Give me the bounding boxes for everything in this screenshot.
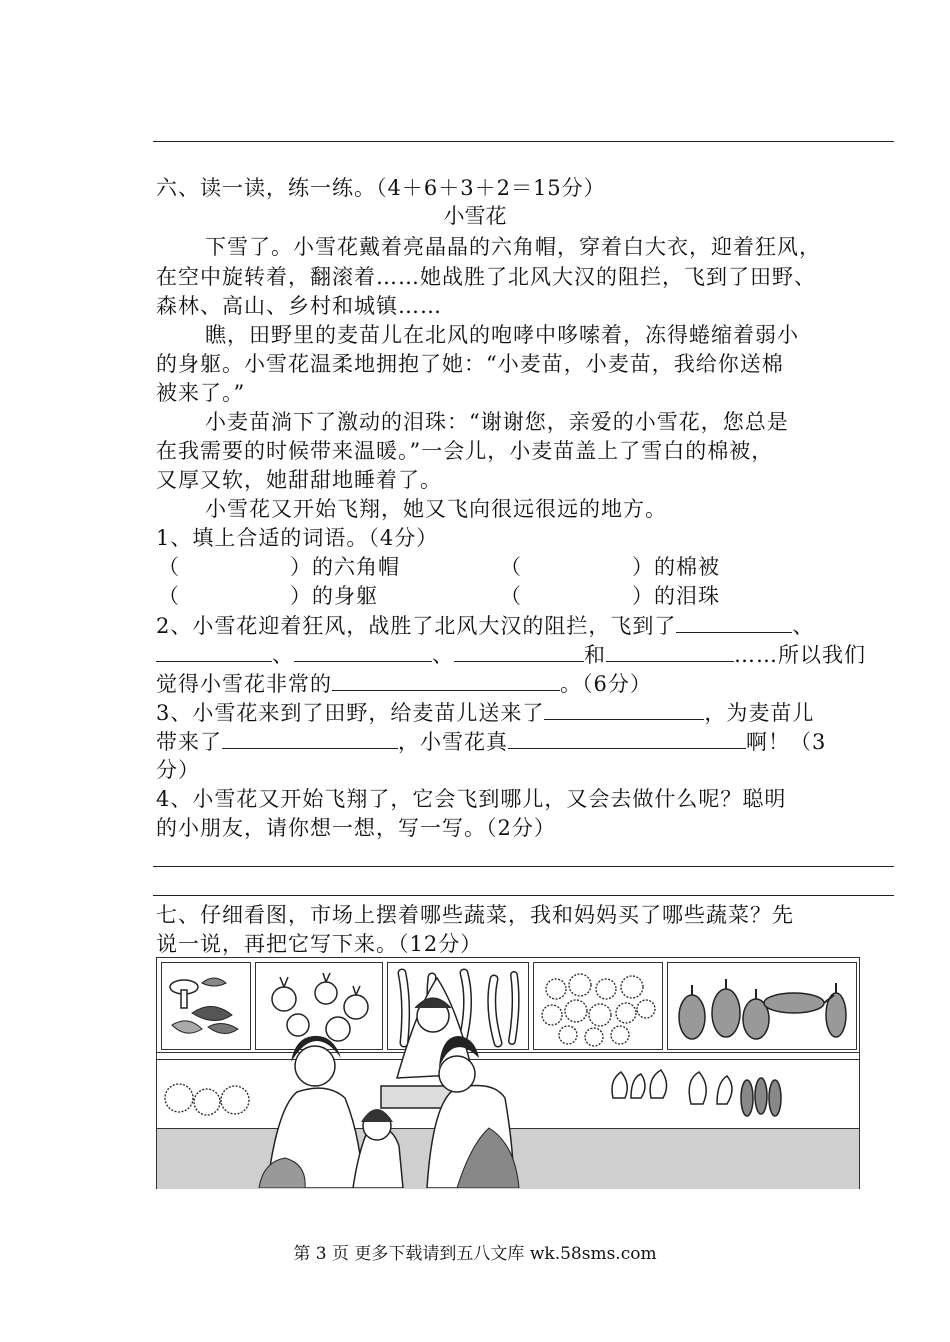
q2-blank-2 [156,639,272,662]
page-footer: 第 3 页 更多下载请到五八文库 wk.58sms.com [293,1244,657,1264]
q2-line3 [156,668,652,699]
q4-line2: 的小朋友，请你想一想，写一写。（2分） [156,816,556,840]
q2-text-b: 觉得小雪花非常的 [156,672,332,696]
para3-line2: 在我需要的时候带来温暖。”一会儿，小麦苗盖上了雪白的棉被， [156,439,774,463]
q2-comma-3: 、 [432,643,454,667]
q1-blank-hat: （ ）的六角帽 [158,555,400,579]
q3-text-d: ，小雪花真 [398,730,508,754]
q2-so: ……所以我们 [734,643,866,667]
q1-blank-tears: （ ）的泪珠 [500,584,720,608]
para2-line3: 被来了。” [156,381,246,405]
para2-line2: 的身躯。小雪花温柔地拥抱了她：“小麦苗，小麦苗，我给你送棉 [156,352,784,376]
section7-heading-line2: 说一说，再把它写下来。（12分） [156,932,483,956]
market-scene-icon [157,958,859,1188]
q3-line1 [156,697,814,728]
para1-line2: 在空中旋转着，翻滚着……她战胜了北风大汉的阻拦，飞到了田野、 [156,265,816,289]
para1-line3: 森林、高山、乡村和城镇…… [156,294,442,318]
q2-blank-1 [676,610,792,633]
q2-blank-4 [454,639,584,662]
story-title: 小雪花 [443,204,507,228]
q3-blank-2 [222,726,398,749]
q2-comma-2: 、 [272,643,294,667]
para3-line3: 又厚又软，她甜甜地睡着了。 [156,468,442,492]
q2-text-a: 2、小雪花迎着狂风，战胜了北风大汉的阻拦，飞到了 [156,614,677,638]
q2-blank-3 [294,639,432,662]
para1-line1: 下雪了。小雪花戴着亮晶晶的六角帽，穿着白大衣，迎着狂风， [205,235,821,259]
answer-line-2 [153,895,894,896]
q3-blank-3 [508,726,746,749]
q2-comma-1: 、 [792,614,815,638]
q2-blank-6 [332,668,560,691]
q3-line2 [156,726,826,757]
section6-heading: 六、读一读，练一练。（4＋6＋3＋2＝15分） [156,176,606,200]
q2-line2 [156,639,866,670]
q4-line1: 4、小雪花又开始飞翔了，它会飞到哪儿，又会去做什么呢？聪明 [156,787,787,811]
q2-text-c: 。（6分） [560,672,652,696]
q3-line3: 分） [156,758,200,782]
q2-line1 [156,610,814,641]
market-illustration [156,957,860,1189]
para2-line1: 瞧，田野里的麦苗儿在北风的咆哮中哆嗦着，冻得蜷缩着弱小 [205,323,799,347]
para4-line1: 小雪花又开始飞翔，她又飞向很远很远的地方。 [205,497,667,521]
para3-line1: 小麦苗淌下了激动的泪珠：“谢谢您，亲爱的小雪花，您总是 [205,410,789,434]
q2-blank-5 [606,639,734,662]
top-rule [153,141,894,142]
q3-text-b: ，为麦苗儿 [704,701,815,725]
section7-heading-line1: 七、仔细看图，市场上摆着哪些蔬菜，我和妈妈买了哪些蔬菜？先 [156,903,794,927]
q3-text-c: 带来了 [156,730,222,754]
q3-text-a: 3、小雪花来到了田野，给麦苗儿送来了 [156,701,545,725]
q1-blank-quilt: （ ）的棉被 [500,555,720,579]
q2-and: 和 [584,643,606,667]
q1-prompt: 1、填上合适的词语。（4分） [156,526,439,550]
q1-blank-body: （ ）的身躯 [158,584,378,608]
answer-line-1 [153,866,894,867]
q3-blank-1 [544,697,704,720]
q3-text-e: 啊！（3 [746,730,827,754]
